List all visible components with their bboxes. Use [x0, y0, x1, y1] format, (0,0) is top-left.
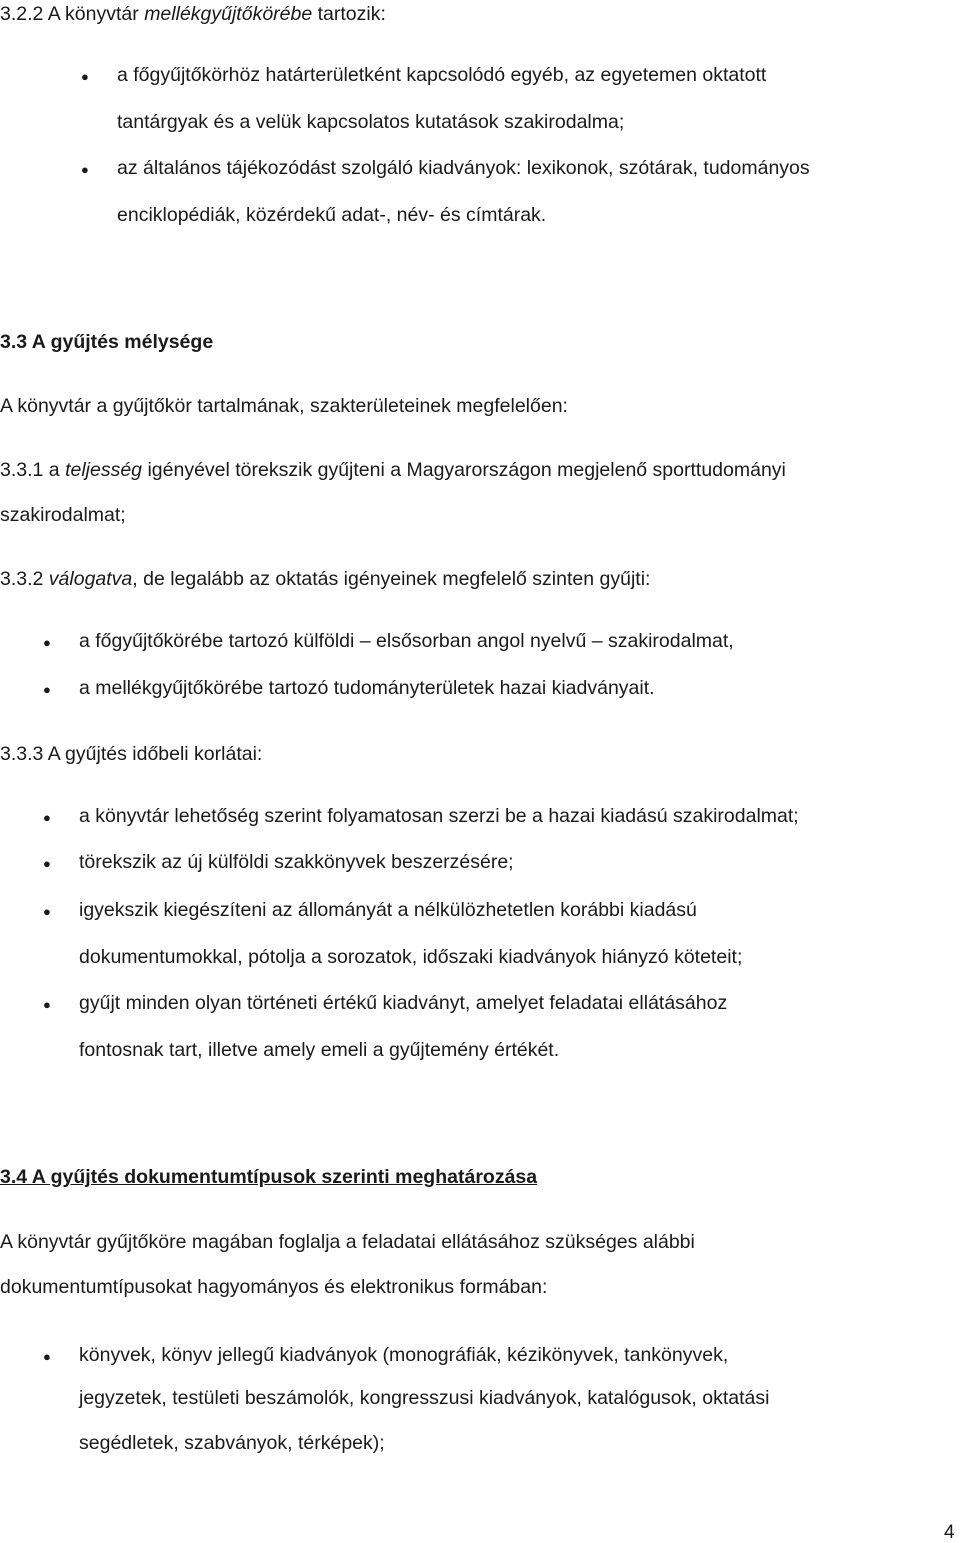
section-33-intro: A könyvtár a gyűjtőkör tartalmának, szakterületeinek megfelelően:: [0, 395, 568, 417]
section-34-heading: 3.4 A gyűjtés dokumentumtípusok szerinti meghatározása: [0, 1166, 538, 1188]
section-333-heading: 3.3.3 A gyűjtés időbeli korlátai:: [0, 743, 263, 765]
section-331-emphasis: teljesség: [65, 459, 143, 481]
section-322-rest: tartozik:: [312, 3, 386, 25]
bullet-icon: ●: [43, 904, 51, 919]
section-322-emphasis: mellékgyűjtőkörébe: [144, 3, 313, 25]
list-item-line: könyvek, könyv jellegű kiadványok (monográfiák, kézikönyvek, tankönyvek,: [79, 1344, 729, 1366]
list-item-line: az általános tájékozódást szolgáló kiadványok: lexikonok, szótárak, tudományos: [117, 157, 810, 179]
section-331-line: [0, 461, 786, 481]
bullet-icon: ●: [81, 162, 89, 177]
bullet-icon: ●: [43, 856, 51, 871]
bullet-icon: ●: [43, 635, 51, 650]
section-332-rest: , de legalább az oktatás igényeinek megfelelő szinten gyűjti:: [132, 568, 651, 590]
list-item-line: a könyvtár lehetőség szerint folyamatosan szerzi be a hazai kiadású szakirodalmat;: [79, 805, 799, 827]
list-item-line: a főgyűjtőkörébe tartozó külföldi – elsősorban angol nyelvű – szakirodalmat,: [79, 630, 734, 652]
section-331-line-2: szakirodalmat;: [0, 504, 126, 526]
section-331-rest: igényével törekszik gyűjteni a Magyarországon megjelenő sporttudományi: [142, 459, 786, 481]
bullet-icon: ●: [81, 69, 89, 84]
bullet-icon: ●: [43, 682, 51, 697]
section-332-line: [0, 570, 650, 590]
page-number: 4: [944, 1522, 955, 1543]
section-322-number: 3.2.2 A könyvtár: [0, 3, 145, 25]
section-332-number: 3.3.2: [0, 568, 49, 590]
list-item-line: törekszik az új külföldi szakkönyvek beszerzésére;: [79, 851, 514, 873]
section-332-emphasis: válogatva: [48, 568, 133, 590]
list-item-line: dokumentumokkal, pótolja a sorozatok, időszaki kiadványok hiányzó köteteit;: [79, 946, 743, 968]
list-item-line: enciklopédiák, közérdekű adat-, név- és címtárak.: [117, 204, 547, 226]
list-item-line: gyűjt minden olyan történeti értékű kiadványt, amelyet feladatai ellátásához: [79, 992, 728, 1014]
bullet-icon: ●: [43, 997, 51, 1012]
section-34-intro-line: A könyvtár gyűjtőköre magában foglalja a feladatai ellátásához szükséges alábbi: [0, 1231, 695, 1253]
bullet-icon: ●: [43, 810, 51, 825]
section-331-number: 3.3.1 a: [0, 459, 66, 481]
list-item-line: jegyzetek, testületi beszámolók, kongresszusi kiadványok, katalógusok, oktatási: [79, 1387, 770, 1409]
section-34-intro-line: dokumentumtípusokat hagyományos és elektronikus formában:: [0, 1276, 548, 1298]
bullet-icon: ●: [43, 1349, 51, 1364]
list-item-line: tantárgyak és a velük kapcsolatos kutatások szakirodalma;: [117, 111, 625, 133]
list-item-line: fontosnak tart, illetve amely emeli a gyűjtemény értékét.: [79, 1039, 560, 1061]
list-item-line: igyekszik kiegészíteni az állományát a nélkülözhetetlen korábbi kiadású: [79, 899, 697, 921]
section-322-heading: [0, 5, 386, 25]
list-item-line: a főgyűjtőkörhöz határterületként kapcsolódó egyéb, az egyetemen oktatott: [117, 64, 767, 86]
section-33-heading: 3.3 A gyűjtés mélysége: [0, 331, 214, 353]
list-item-line: a mellékgyűjtőkörébe tartozó tudományterületek hazai kiadványait.: [79, 677, 655, 699]
list-item-line: segédletek, szabványok, térképek);: [79, 1432, 385, 1454]
